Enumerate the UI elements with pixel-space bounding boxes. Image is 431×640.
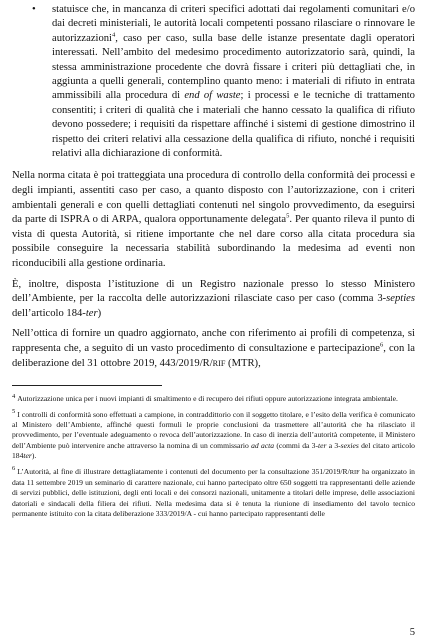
footnote-4: 4 Autorizzazione unica per i nuovi impianti di smaltimento e di recupero dei rifiuti oppure autorizzazione integrata ambientale. xyxy=(12,392,398,404)
bullet-text: statuisce che, in mancanza di criteri specifici adottati dai regolamenti comunitari e/o dai decreti ministeriali, le autorità locali competenti possano rilasciare o rinnovare le autorizzazioni xyxy=(52,4,415,44)
bullet-text: ; i processi e le tecniche di trattamento consentiti; i criteri di qualità che i materiali che hanno cessato la qualifica di rifiuto devono possedere; i requisiti da rispettare affinché i sistemi di gestione dimostrino il rispetto dei criteri relativi alla cessazione della qualifica di rifiuto, nonché i requisiti relativi alla dichiarazione di conformità. xyxy=(52,90,415,160)
paragraph-national-register: È, inoltre, disposta l’istituzione di un Registro nazionale presso lo stesso Ministero dell’Ambiente, per la raccolta delle autorizzazioni rilasciate caso per caso (comma 3-septies dell’articolo 184-ter) xyxy=(12,278,415,319)
bullet-dot-icon: • xyxy=(32,4,36,15)
footnote-separator xyxy=(12,385,162,386)
footnote-ref-5[interactable]: 5 xyxy=(286,212,290,220)
footnote-ref-6[interactable]: 6 xyxy=(379,341,384,349)
footnote-ref-4[interactable]: 4 xyxy=(112,31,116,39)
footnote-5: 5 I controlli di conformità sono effettuati a campione, in contraddittorio con il soggetto titolare, e l’esito della verifica è comunicato al Ministero dell’Ambiente, affinché questi formuli le proprie conclusioni da trasmettere all’autorità che ha rilasciato il provvedimento, per l’eventuale adeguamento o revoca dell’autorizzazione. In caso di inerzia dell’autorità competente, il Ministero dell’Ambiente può intervenire anche attraverso la nomina di un commissario ad acta (commi da 3-ter a 3-sexies del citato articolo 184ter). xyxy=(12,408,415,461)
bullet-italic-term: end of waste xyxy=(184,90,241,102)
paragraph-updated-framework: Nell’ottica di fornire un quadro aggiornato, anche con riferimento ai profili di competenza, si rappresenta che, a seguito di un vasto procedimento di consultazione e partecipazione$^6$, con la deliberazione del 31 ottobre 2019, 443/2019/R/RIF (MTR), xyxy=(12,328,415,369)
paragraph-conformity-control: Nella norma citata è poi tratteggiata una procedura di controllo della conformità dei processi e degli impianti, assentiti caso per caso, a quanto disposto con l’autorizzazione, con i criteri ambientali generali e con quelli dettagliati contenuti nel singolo provvedimento, da eseguirsi da parte di ISPRA o di ARPA, qualora opportunamente delegata$^5$. Per quanto rileva il punto di vista di questa Autorità, si ritiene importante che nel dare corso alla citata procedura sia possibile conseguire la necessaria stabilità subordinando la medesima ad eventi non riconducibili alla gestione ordinaria. xyxy=(12,170,416,270)
footnote-6: 6 L’Autorità, al fine di illustrare dettagliatamente i contenuti del documento per la consultazione 351/2019/R/RIF ha organizzato in data 11 settembre 2019 un seminario di carattere nazionale, cui hanno partecipato oltre 650 soggetti tra rappresentanti delle aziende di servizi pubblici, delle istituzioni, degli enti locali e dei consorzi nazionali, unitamente a titolari delle imprese, delle associazioni datoriali e sindacali della filiera dei rifiuti. Nella medesima data si è tenuta la riunione di insediamento del tavolo tecnico permanente istituito con la citata deliberazione 333/2019/A - cui hanno partecipato rappresentanti delle xyxy=(12,465,415,519)
page-number: 5 xyxy=(409,627,415,638)
bullet-item xyxy=(12,3,415,161)
bullet-text: , caso per caso, sulla base delle istanze presentate dagli operatori interessati. Nell’ambito del medesimo procedimento autorizzatorio sarà, quindi, la stessa amministrazione procedente che dovrà fissare i criteri più dettagliati che, in aggiunta a quelli generali, contemplino quanto meno: i materiali di rifiuto in entrata ammissibili alla procedura di xyxy=(52,32,415,102)
